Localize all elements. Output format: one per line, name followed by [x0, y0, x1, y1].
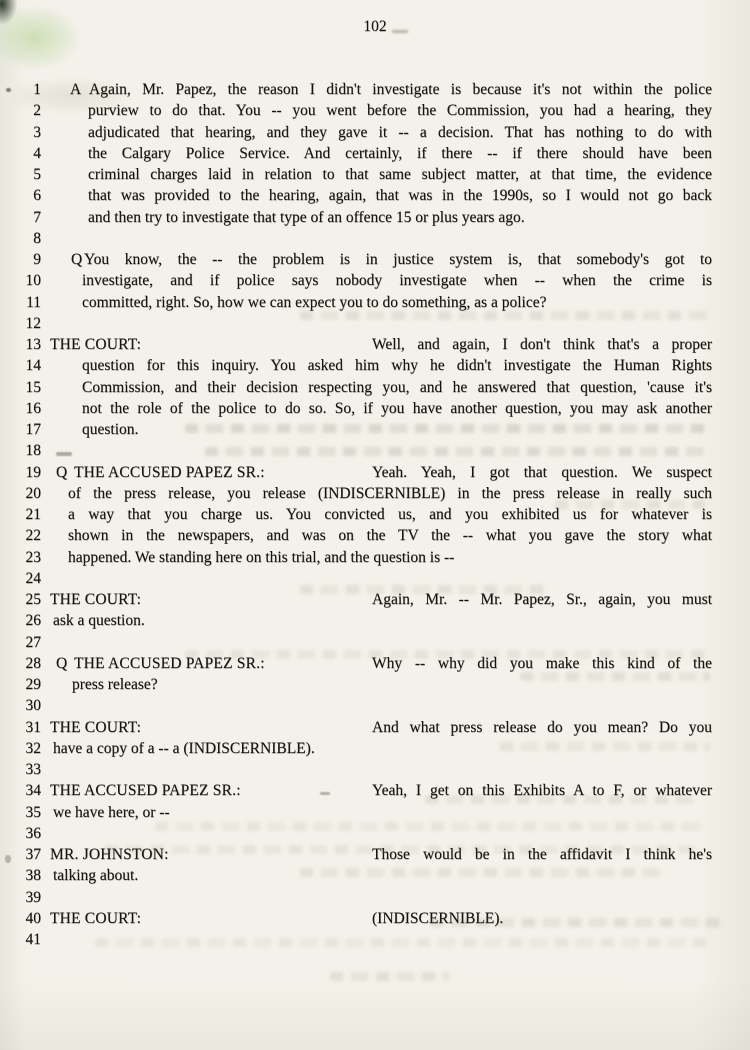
transcript-line [0, 334, 750, 356]
line-text: purview to do that. You -- you went before the Commission, you had a hearing, they [88, 102, 712, 120]
bleedthrough-artifact [205, 447, 705, 456]
line-text: happened. We standing here on this trial, and the question is -- [68, 548, 455, 566]
transcript-line [0, 717, 750, 739]
line-number: 35 [25, 803, 41, 821]
speaker-label: MR. JOHNSTON: [50, 846, 169, 863]
line-text: Those would be in the affidavit I think he's [372, 846, 712, 863]
speaker-label: THE COURT: [50, 591, 142, 608]
line-number: 8 [33, 229, 41, 247]
line-number: 13 [25, 336, 41, 353]
line-number: 9 [33, 251, 41, 268]
line-number: 36 [25, 824, 41, 842]
speaker-label: THE ACCUSED PAPEZ SR.: [74, 654, 265, 672]
transcript-line [0, 143, 750, 165]
line-text: criminal charges laid in relation to that same subject matter, at that time, the evidence [88, 166, 712, 183]
line-number: 11 [26, 293, 41, 311]
transcript-line [0, 249, 750, 271]
line-text: adjudicated that hearing, and they gave it -- a decision. That has nothing to do with [88, 123, 712, 141]
line-number: 4 [33, 144, 41, 162]
transcript-line [0, 207, 750, 229]
line-text: Yeah, I get on this Exhibits A to F, or whatever [372, 782, 712, 800]
line-number: 28 [25, 654, 41, 672]
line-number: 2 [33, 102, 41, 120]
line-text: have a copy of a -- a (INDISCERNIBLE). [53, 739, 315, 757]
line-text: the Calgary Police Service. And certainly, if there -- if there should have been [88, 144, 712, 162]
transcript-line [0, 525, 750, 547]
transcript-line [0, 79, 750, 101]
bleedthrough-artifact [430, 918, 725, 927]
page-number: 102 [363, 18, 387, 35]
line-number: 5 [33, 166, 41, 183]
transcript-line [0, 398, 750, 420]
line-number: 3 [33, 123, 41, 141]
transcript-line [0, 695, 750, 717]
transcript-line [0, 122, 750, 144]
line-text: You know, the -- the problem is in justice system is, that somebody's got to [84, 251, 712, 268]
line-text: not the role of the police to do so. So, if you have another question, you may ask another [82, 399, 712, 417]
line-number: 29 [25, 676, 41, 693]
line-text: Again, Mr. Papez, the reason I didn't investigate is because it's not within the police [89, 81, 712, 98]
line-number: 41 [25, 931, 41, 948]
speaker-label: THE ACCUSED PAPEZ SR.: [74, 463, 265, 481]
line-number: 31 [25, 718, 41, 736]
transcript-line [0, 610, 750, 632]
line-number: 15 [25, 378, 41, 396]
bleedthrough-artifact [300, 311, 710, 320]
bleedthrough-artifact [155, 822, 705, 831]
line-text: Commission, and their decision respecting you, and he answered that question, 'cause it's [82, 378, 712, 396]
speaker-label: THE COURT: [50, 718, 142, 736]
bleedthrough-artifact [300, 585, 550, 594]
scan-speck [6, 88, 11, 92]
line-text: (INDISCERNIBLE). [372, 909, 504, 927]
transcript-line [0, 802, 750, 824]
line-number: 22 [25, 527, 41, 545]
bleedthrough-artifact [520, 672, 710, 681]
scan-smudge [392, 30, 408, 33]
bleedthrough-artifact [185, 650, 710, 659]
line-text: And what press release do you mean? Do you [372, 718, 712, 736]
transcript-line [0, 228, 750, 250]
bleedthrough-artifact [500, 742, 710, 751]
line-text: and then try to investigate that type of an offence 15 or plus years ago. [88, 208, 525, 226]
transcript-line [0, 164, 750, 186]
transcript-line [0, 270, 750, 292]
line-number: 25 [25, 591, 41, 608]
line-number: 16 [25, 399, 41, 417]
qa-marker: A [70, 81, 82, 98]
line-text: ask a question. [53, 612, 145, 630]
bleedthrough-artifact [105, 845, 700, 854]
transcript-line [0, 462, 750, 484]
transcript-line [0, 377, 750, 399]
line-number: 7 [33, 208, 41, 226]
line-text: Yeah. Yeah, I got that question. We suspect [372, 463, 712, 481]
line-number: 27 [25, 633, 41, 651]
line-number: 33 [25, 761, 41, 778]
speaker-label: THE ACCUSED PAPEZ SR.: [50, 782, 241, 800]
line-number: 37 [25, 846, 41, 863]
bleedthrough-artifact [425, 795, 700, 804]
scan-speck [320, 792, 330, 795]
line-number: 21 [25, 506, 41, 523]
transcript-line [0, 759, 750, 781]
line-text: Why -- why did you make this kind of the [372, 654, 712, 672]
line-number: 18 [25, 442, 41, 460]
line-number: 19 [25, 463, 41, 481]
qa-marker: Q [56, 463, 68, 481]
line-number: 24 [25, 569, 41, 587]
line-text: talking about. [53, 867, 139, 885]
line-text: committed, right. So, how we can expect you to do something, as a police? [82, 293, 547, 311]
line-text: of the press release, you release (INDISCERNIBLE) in the press release in really such [68, 484, 712, 502]
bleedthrough-artifact [300, 868, 660, 877]
line-text: investigate, and if police says nobody investigate when -- when the crime is [82, 272, 712, 290]
line-number: 30 [25, 697, 41, 715]
line-text: a way that you charge us. You convicted us, and you exhibited us for whatever is [68, 506, 712, 523]
line-number: 17 [25, 421, 41, 438]
transcript-line [0, 355, 750, 377]
line-number: 23 [25, 548, 41, 566]
line-number: 10 [25, 272, 41, 290]
line-text: Well, and again, I don't think that's a proper [372, 336, 712, 353]
bleedthrough-artifact [95, 938, 710, 947]
bleedthrough-artifact [185, 424, 705, 433]
line-text: shown in the newspapers, and was on the TV the -- what you gave the story what [68, 527, 712, 545]
speaker-label: THE COURT: [50, 336, 142, 353]
line-number: 26 [25, 612, 41, 630]
transcript-line [0, 100, 750, 122]
speaker-label: THE COURT: [50, 909, 142, 927]
line-number: 20 [25, 484, 41, 502]
line-text: Again, Mr. -- Mr. Papez, Sr., again, you must [372, 591, 712, 608]
qa-marker: Q [71, 251, 83, 268]
transcript-line [0, 185, 750, 207]
line-number: 34 [25, 782, 41, 800]
line-text: question for this inquiry. You asked him why he didn't investigate the Human Rights [82, 357, 712, 375]
qa-marker: Q [56, 654, 68, 672]
line-number: 1 [33, 81, 41, 98]
transcript-line [0, 547, 750, 569]
line-number: 40 [25, 909, 41, 927]
line-number: 39 [25, 888, 41, 906]
bleedthrough-artifact [330, 972, 450, 981]
scan-speck [56, 452, 72, 456]
bleedthrough-artifact [555, 500, 705, 509]
line-text: question. [82, 421, 139, 438]
transcript-line [0, 887, 750, 909]
line-text: we have here, or -- [53, 803, 170, 821]
line-text: press release? [72, 676, 158, 693]
line-number: 6 [33, 187, 41, 205]
scan-speck [5, 855, 11, 863]
line-number: 14 [25, 357, 41, 375]
line-number: 32 [25, 739, 41, 757]
line-text: that was provided to the hearing, again, that was in the 1990s, so I would not go back [88, 187, 712, 205]
line-number: 38 [25, 867, 41, 885]
line-number: 12 [25, 314, 41, 332]
